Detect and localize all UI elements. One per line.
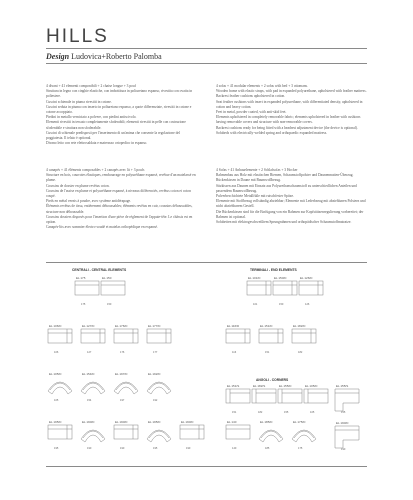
element-code: EL 151/D: [260, 323, 273, 328]
element-code: EL 182/S: [253, 383, 266, 388]
element-outline: [48, 425, 72, 447]
element-code: EL 197/D: [115, 371, 128, 376]
element-outline: [226, 425, 250, 447]
section-corners: ANGOLI - CORNERS: [256, 378, 289, 382]
element-dimension: 127: [87, 351, 92, 354]
element-dimension: 150: [107, 303, 112, 306]
element-outline: [101, 281, 125, 303]
element-code: EL 126/D: [300, 275, 313, 280]
element-code: EL 155/S: [336, 383, 349, 388]
element-outline: [81, 329, 105, 351]
element-dimension: 182: [298, 351, 303, 354]
element-outline: [247, 281, 271, 303]
element-code: EL 192/D: [148, 371, 161, 376]
footer-divider: [46, 466, 367, 467]
element-outline: [335, 389, 359, 411]
element-outline: [114, 377, 138, 399]
element-outline: [48, 329, 72, 351]
element-dimension: 176: [120, 351, 125, 354]
element-dimension: 116: [232, 351, 237, 354]
element-outline: [147, 377, 171, 399]
element-code: EL 151/S: [227, 383, 240, 388]
element-code: EL 177/D: [148, 323, 161, 328]
drawings-divider: [46, 262, 367, 263]
element-dimension: 155: [341, 411, 346, 414]
element-outline: [292, 329, 316, 351]
element-code: EL 190/D: [82, 419, 95, 424]
designer-names: Ludovica+Roberto Palomba: [71, 52, 162, 61]
element-outline: [114, 425, 138, 447]
element-outline: [299, 281, 323, 303]
element-outline: [147, 329, 171, 351]
element-code: EL 154/D: [82, 371, 95, 376]
element-outline: [335, 426, 359, 448]
element-dimension: 175: [81, 303, 86, 306]
text-english: 4 sofas + 41 modular elements + 2 sofas with bed + 3 ottomans. Wooden frame with elastic straps, with pad in expanded polyurethane, upholstered with feather mattress. Backrest feather cushions upholstered in cotton. Seat feather cushions with insert in expanded polyurethane, with differentiated density, upholstered in cotton and heavy cotton. Feet in metal, powder coated, with anti-skid feet. Elements upholstered in completely removable fabric; elements upholstered in leather with cushions having removable covers and structure with non-removable covers. Backrest cushions ready for being fitted with a headrest adjustment device (the device is optional). Sofabeds with electrically-welded spring and orthopaedic expanded mattress.: [216, 84, 367, 135]
element-dimension: 175: [298, 447, 303, 450]
element-code: EL 105/D: [305, 383, 318, 388]
element-dimension: 155: [284, 411, 289, 414]
element-code: EL 175: [76, 275, 86, 280]
element-outline: [304, 389, 328, 411]
element-dimension: 177: [153, 351, 158, 354]
element-outline: [81, 377, 105, 399]
element-code: EL 176/D: [115, 323, 128, 328]
element-outline: [278, 389, 302, 411]
element-dimension: 182: [258, 411, 263, 414]
element-dimension: 190: [186, 447, 191, 450]
element-dimension: 105: [54, 399, 59, 402]
title-divider: [46, 48, 367, 49]
element-outline: [226, 389, 250, 411]
element-code: EL 175/D: [293, 419, 306, 424]
element-code: EL 140: [227, 419, 237, 424]
element-outline: [147, 425, 171, 447]
element-dimension: 101: [253, 303, 258, 306]
element-dimension: 190: [120, 447, 125, 450]
element-code: EL 190/D: [181, 419, 194, 424]
element-dimension: 126: [305, 303, 310, 306]
element-code: EL 101/D: [248, 275, 261, 280]
element-code: EL 116/D: [227, 323, 240, 328]
element-dimension: 192: [153, 399, 158, 402]
element-code: EL 190/D: [115, 419, 128, 424]
text-italian: 4 divani + 41 elementi componibili + 2 chaise longue + 3 pouf Struttura in legno con cinghie elastiche, con imbottitura in poliuretano espanso, rivestita con ovatta in poliestere. Cuscini schienale in piuma rivestiti in cotone. Cuscini seduta in piuma con inserto in poliuretano espanso, a quote differenziate, rivestiti in cotone e cotone accoppiato. Piedini in metallo verniciato a polvere, con piedini antiscivolo. Elementi rivestiti in tessuto completamente sfoderabili; elementi rivestiti in pelle con costruzione sfoderabile e struttura non sfoderabile. Cuscini di schienale predisposti per l'inserimento di un'anima che consente la regolazione del poggiatesta. Il telaio è optional. Divano letto con rete elettrosaldata e materasso ortopedico in espanso.: [46, 84, 193, 146]
page-title: HILLS: [46, 26, 109, 47]
element-outline: [259, 329, 283, 351]
element-code: EL 150/D: [274, 275, 287, 280]
design-label: Design: [46, 52, 70, 61]
element-code: EL 155/D: [279, 383, 292, 388]
element-dimension: 190: [341, 448, 346, 451]
element-dimension: 151: [265, 351, 270, 354]
element-dimension: 190: [87, 447, 92, 450]
element-outline: [48, 377, 72, 399]
text-french: 4 canapés + 41 éléments composables + 2 canapés avec lit + 3 poufs Structure en bois, courroies élastiques, rembourrage en polyuréthane expansé, revêtue d'un matelassé en plume. Coussins de dossier en plume revêtus coton. Coussins de l'assise en plume et polyuréthane expansé, à niveaux différenciés, revêtus coton et coton coupé. Pieds en métal vernis à poudre, avec système antidérapage. Éléments revêtus de tissu, entièrement déhoussables; éléments revêtus en cuir, coussins déhoussables, structure non déhoussable. Coussins dossiers disposés pour l'insertion d'une pièce de réglement de l'appuie-tête. Le châssis est en option. Canapés-lits avec sommier électro-soudé et matelas orthopédique en expansé.: [46, 168, 196, 230]
element-dimension: 154: [87, 399, 92, 402]
element-outline: [259, 425, 283, 447]
element-code: EL 106/D: [49, 323, 62, 328]
element-dimension: 195: [153, 447, 158, 450]
element-dimension: 106: [54, 351, 59, 354]
element-outline: [273, 281, 297, 303]
element-dimension: 140: [232, 447, 237, 450]
section-terminal: TERMINALI - END ELEMENTS: [250, 268, 297, 272]
element-code: EL 150: [102, 275, 112, 280]
element-outline: [292, 425, 316, 447]
element-dimension: 195: [54, 447, 59, 450]
text-german: 4 Sofas + 41 Anbauelemente + 2 Schlafsofas + 3 Hocker Rahmenbau aus Holz mit elastischen Riemen, Schaumstoffpolster und Daunenmatten-Überzug. Rückenkissen in Daune mit Baumwollbezug. Sitzkissen aus Daunen mit Einsatz aus Polyurethanschaumstoff zu unterschiedlichen Anteilen und passendem Baumwollbezug. Pulverbeschichtete Metallfüße mit rutschfester Spitze. Elemente mit Stoffbezug vollständig abziehbar; Elemente mit Lederbezug mit abziehbaren Polstern und nicht abziehbarem Gestell. Die Rückenkissen sind für die Einfügung von ein Rahmen zur Kopfstützenregulierung vorbereitet; der Rahmen ist optional. Sofabetten mit elektrogeschweißtem Sprungrahmen und orthopädischer Schaumstoffmatratze.: [216, 168, 366, 225]
element-dimension: 151: [232, 411, 237, 414]
element-dimension: 105: [310, 411, 315, 414]
element-dimension: 197: [120, 399, 125, 402]
element-code: EL 105/D: [49, 371, 62, 376]
element-code: EL 195/D: [148, 419, 161, 424]
element-outline: [81, 425, 105, 447]
element-code: EL 182/D: [293, 323, 306, 328]
element-dimension: 185: [265, 447, 270, 450]
element-outline: [226, 329, 250, 351]
element-code: EL 185/D: [260, 419, 273, 424]
section-central: CENTRALI - CENTRAL ELEMENTS: [72, 268, 127, 272]
element-outline: [180, 425, 204, 447]
element-dimension: 150: [279, 303, 284, 306]
header-divider: [46, 63, 367, 64]
element-outline: [75, 281, 99, 303]
element-outline: [252, 389, 276, 411]
element-code: EL 195/D: [49, 419, 62, 424]
element-code: EL 190/D: [336, 420, 349, 425]
element-code: EL 127/D: [82, 323, 95, 328]
design-credit: [46, 52, 162, 61]
element-outline: [114, 329, 138, 351]
